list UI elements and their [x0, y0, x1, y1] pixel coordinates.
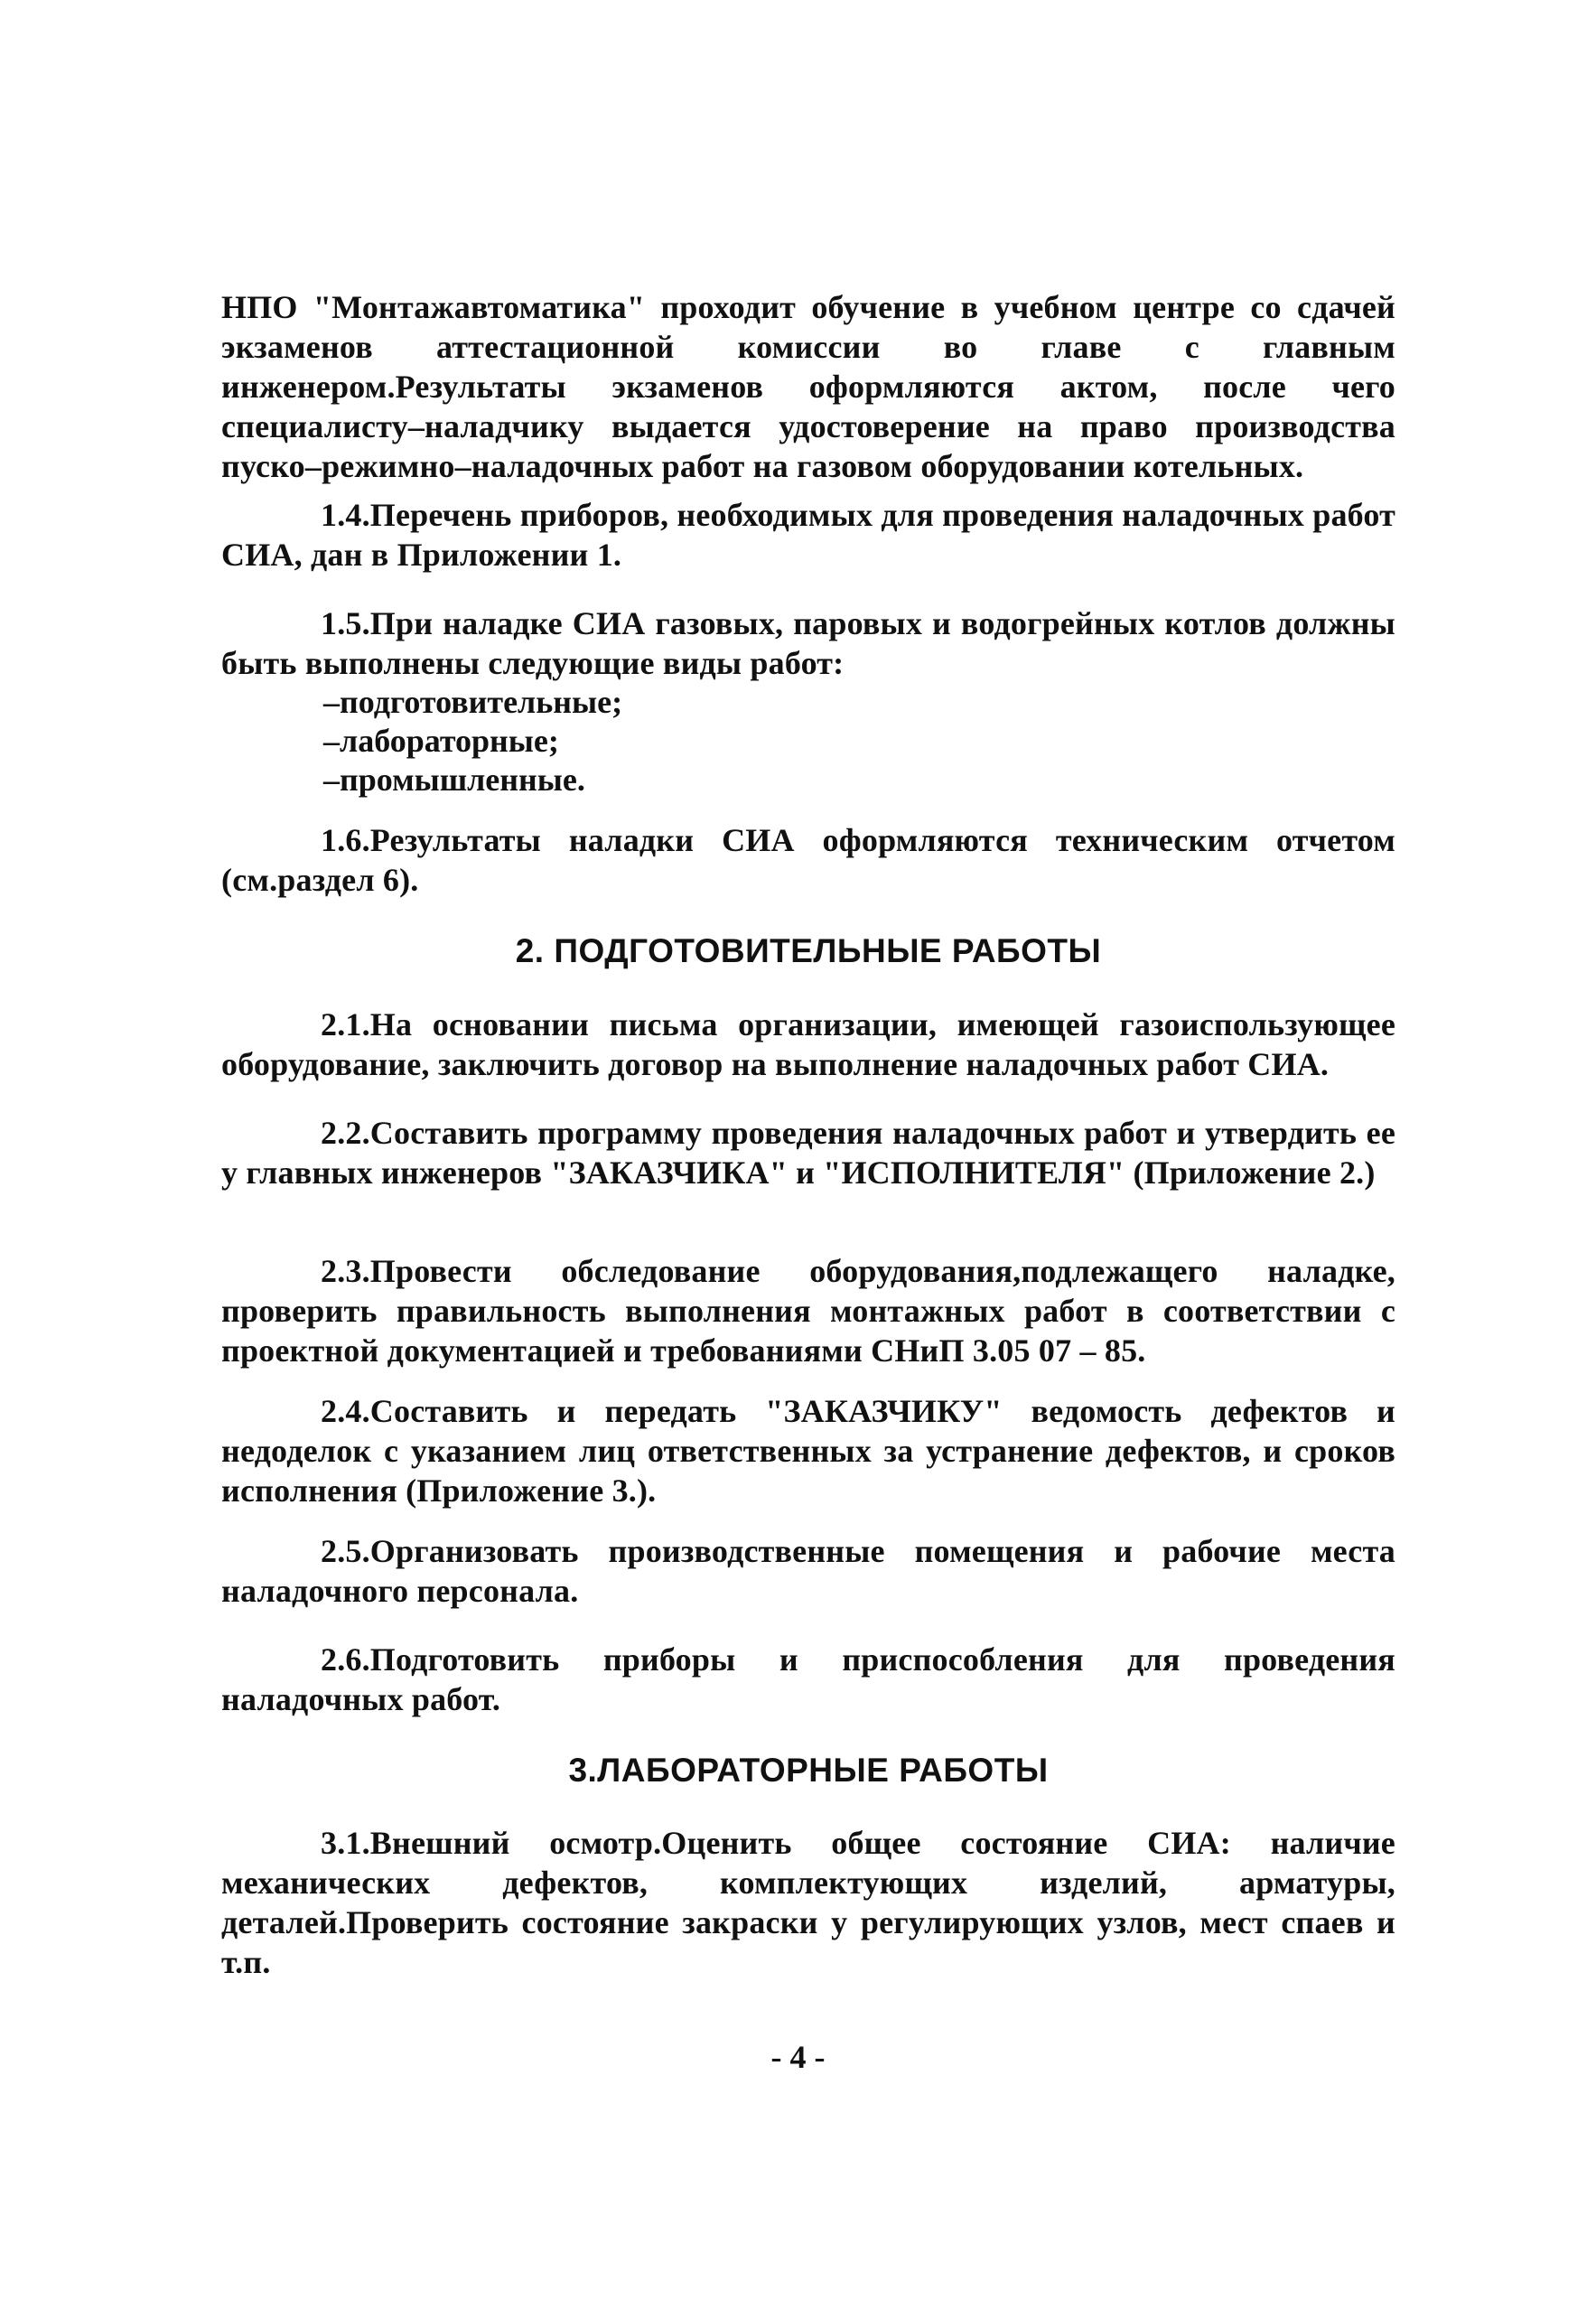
paragraph-3-1: 3.1.Внешний осмотр.Оценить общее состояние СИА: наличие механических дефектов, комплектующих изделий, арматуры, деталей.Проверить состояние закраски у регулирующих узлов, мест спаев и т.п.	[221, 1825, 1395, 1980]
paragraph-1-4: 1.4.Перечень приборов, необходимых для проведения наладочных работ СИА, дан в Приложении 1.	[221, 497, 1395, 573]
intro-paragraph: НПО "Монтажавтоматика" проходит обучение в учебном центре со сдачей экзаменов аттестационной комиссии во главе с главным инженером.Результаты экзаменов оформляются актом, после чего специалисту–наладчику выдается удостоверение на право производства пуско–режимно–наладочных работ на газовом оборудовании котельных.	[221, 289, 1395, 484]
paragraph-1-5: 1.5.При наладке СИА газовых, паровых и водогрейных котлов должны быть выполнены следующие виды работ:	[221, 605, 1395, 681]
paragraph-2-5: 2.5.Организовать производственные помещения и рабочие места наладочного персонала.	[221, 1533, 1395, 1609]
list-item: –подготовительные;	[323, 684, 623, 720]
paragraph-2-2: 2.2.Составить программу проведения наладочных работ и утвердить ее у главных инженеров "ЗАКАЗЧИКА" и "ИСПОЛНИТЕЛЯ" (Приложение 2.)	[221, 1115, 1395, 1191]
paragraph-2-6: 2.6.Подготовить приборы и приспособления для проведения наладочных работ.	[221, 1641, 1395, 1717]
paragraph-2-3: 2.3.Провести обследование оборудования,подлежащего наладке, проверить правильность выполнения монтажных работ в соответствии с проектной документацией и требованиями СНиП 3.05 07 – 85.	[221, 1253, 1395, 1369]
section-3-heading: 3.ЛАБОРАТОРНЫЕ РАБОТЫ	[568, 1752, 1049, 1789]
paragraph-1-6: 1.6.Результаты наладки СИА оформляются техническим отчетом (см.раздел 6).	[221, 822, 1395, 898]
paragraph-2-1: 2.1.На основании письма организации, имеющей газоиспользующее оборудование, заключить договор на выполнение наладочных работ СИА.	[221, 1006, 1395, 1082]
paragraph-2-4: 2.4.Составить и передать "ЗАКАЗЧИКУ" ведомость дефектов и недоделок с указанием лиц ответственных за устранение дефектов, и сроков исполнения (Приложение 3.).	[221, 1393, 1395, 1509]
list-item: –лабораторные;	[323, 723, 559, 759]
page-number: - 4 -	[770, 2039, 826, 2075]
section-2-heading: 2. ПОДГОТОВИТЕЛЬНЫЕ РАБОТЫ	[515, 932, 1102, 969]
work-types-list	[323, 683, 1136, 799]
list-item: –промышленные.	[323, 762, 585, 798]
